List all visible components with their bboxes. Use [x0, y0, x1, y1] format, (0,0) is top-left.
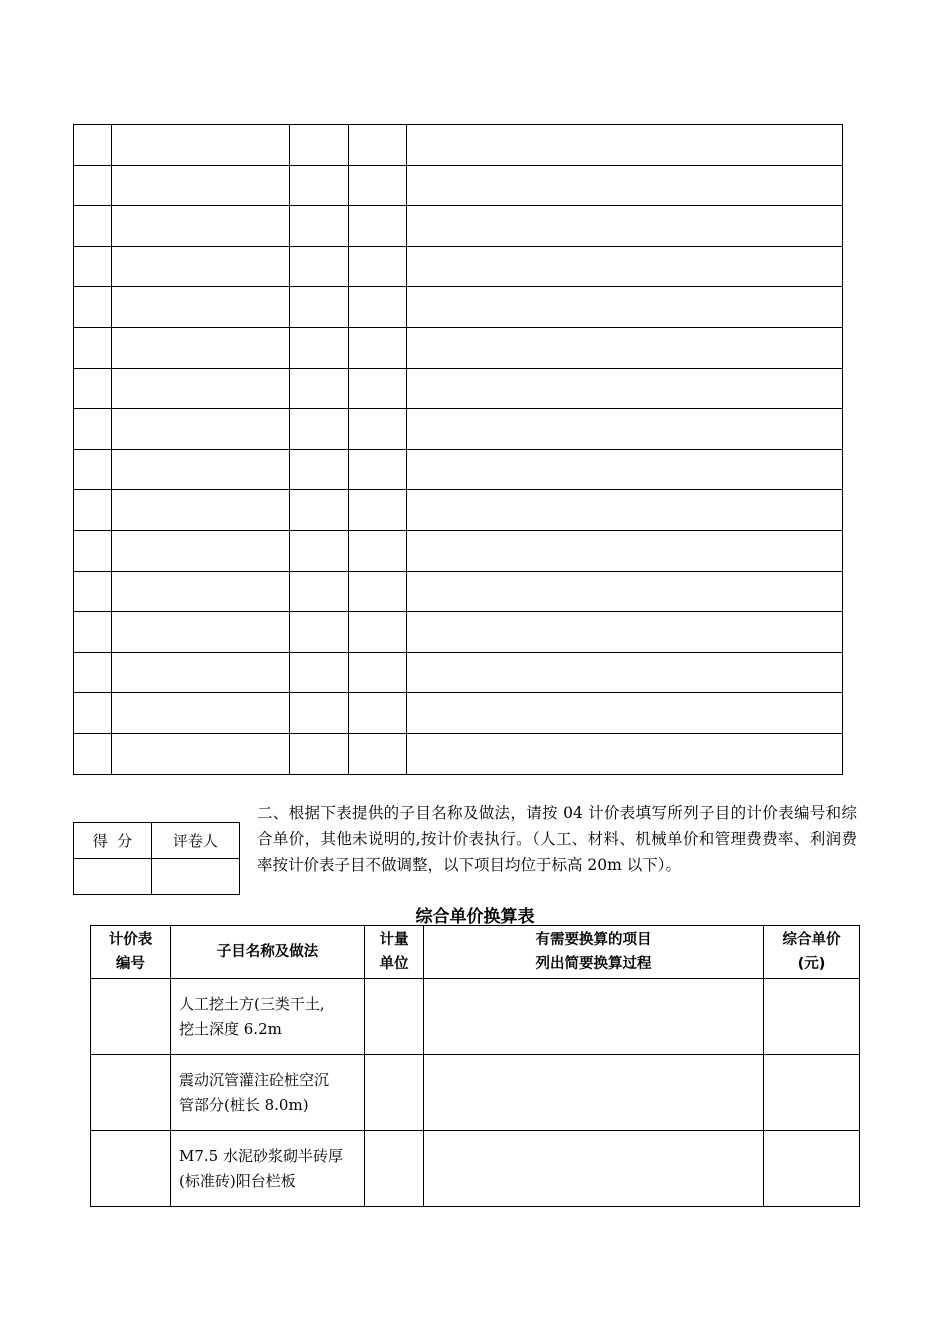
grid-row	[74, 449, 843, 490]
grid-row	[74, 612, 843, 653]
grid-cell[interactable]	[349, 368, 407, 409]
grid-cell[interactable]	[407, 733, 843, 774]
header-price-line1: 综合单价	[782, 932, 841, 948]
grid-cell[interactable]	[290, 733, 349, 774]
grid-cell[interactable]	[407, 490, 843, 531]
grid-row	[74, 733, 843, 774]
answer-grid	[73, 124, 843, 775]
grid-cell[interactable]	[349, 409, 407, 450]
grid-cell[interactable]	[290, 165, 349, 206]
grid-cell[interactable]	[112, 368, 290, 409]
grid-cell[interactable]	[407, 652, 843, 693]
grid-cell[interactable]	[290, 246, 349, 287]
grid-cell[interactable]	[349, 206, 407, 247]
header-unit-line1: 计量	[379, 932, 409, 948]
grid-cell[interactable]	[290, 490, 349, 531]
grid-cell[interactable]	[349, 327, 407, 368]
grid-cell[interactable]	[112, 652, 290, 693]
header-code-line1: 计价表	[108, 932, 153, 948]
grid-cell[interactable]	[74, 125, 112, 166]
grid-cell[interactable]	[407, 287, 843, 328]
header-unit	[365, 926, 424, 979]
grid-cell[interactable]	[290, 287, 349, 328]
grid-cell[interactable]	[290, 327, 349, 368]
item-name-line2: (标准砖)阳台栏板	[179, 1171, 296, 1190]
grid-cell[interactable]	[112, 327, 290, 368]
table-row	[91, 1055, 860, 1131]
score-label: 得 分	[74, 823, 152, 859]
item-name-cell	[171, 1055, 365, 1131]
grid-cell[interactable]	[349, 571, 407, 612]
grid-cell[interactable]	[290, 206, 349, 247]
grid-row	[74, 693, 843, 734]
grid-row	[74, 206, 843, 247]
header-conversion-line1: 有需要换算的项目	[535, 932, 652, 948]
grid-row	[74, 246, 843, 287]
grid-cell[interactable]	[74, 287, 112, 328]
grid-cell[interactable]	[349, 652, 407, 693]
grid-cell[interactable]	[407, 246, 843, 287]
grid-cell[interactable]	[74, 733, 112, 774]
grid-cell[interactable]	[112, 287, 290, 328]
grid-row	[74, 165, 843, 206]
grid-row	[74, 652, 843, 693]
grid-cell[interactable]	[349, 693, 407, 734]
item-name-line1: M7.5 水泥砂浆砌半砖厚	[179, 1146, 343, 1165]
grid-row	[74, 490, 843, 531]
grid-cell[interactable]	[112, 733, 290, 774]
grid-row	[74, 530, 843, 571]
grid-cell[interactable]	[290, 449, 349, 490]
grid-row	[74, 287, 843, 328]
grid-cell[interactable]	[74, 530, 112, 571]
grid-cell[interactable]	[290, 693, 349, 734]
grid-cell[interactable]	[349, 530, 407, 571]
grader-label: 评卷人	[151, 823, 239, 859]
item-name-line2: 挖土深度 6.2m	[179, 1019, 282, 1038]
grid-row	[74, 409, 843, 450]
table-row	[91, 1131, 860, 1207]
table-row	[91, 979, 860, 1055]
grid-cell[interactable]	[349, 125, 407, 166]
score-box	[73, 822, 240, 895]
grid-cell[interactable]	[290, 612, 349, 653]
grid-cell[interactable]	[407, 327, 843, 368]
grid-cell[interactable]	[349, 449, 407, 490]
grid-row	[74, 368, 843, 409]
price-cell[interactable]	[764, 1055, 860, 1131]
grid-cell[interactable]	[74, 327, 112, 368]
unit-cell[interactable]	[365, 979, 424, 1055]
grid-cell[interactable]	[74, 571, 112, 612]
grid-cell[interactable]	[407, 125, 843, 166]
grid-cell[interactable]	[74, 693, 112, 734]
header-name: 子目名称及做法	[171, 926, 365, 979]
unit-cell[interactable]	[365, 1055, 424, 1131]
grid-cell[interactable]	[349, 165, 407, 206]
grid-cell[interactable]	[407, 206, 843, 247]
conversion-cell[interactable]	[424, 1055, 764, 1131]
grid-row	[74, 571, 843, 612]
header-price-line2: (元)	[797, 956, 826, 972]
header-conversion-line2: 列出简要换算过程	[535, 956, 652, 972]
grid-cell[interactable]	[349, 612, 407, 653]
grid-cell[interactable]	[74, 368, 112, 409]
grid-cell[interactable]	[290, 530, 349, 571]
header-code	[91, 926, 171, 979]
price-cell[interactable]	[764, 1131, 860, 1207]
grid-cell[interactable]	[290, 409, 349, 450]
grid-cell[interactable]	[112, 612, 290, 653]
item-name-line2: 管部分(桩长 8.0m)	[179, 1095, 309, 1114]
grid-row	[74, 125, 843, 166]
grid-cell[interactable]	[407, 571, 843, 612]
header-conversion	[424, 926, 764, 979]
grid-cell[interactable]	[112, 490, 290, 531]
grid-cell[interactable]	[112, 530, 290, 571]
grid-cell[interactable]	[349, 246, 407, 287]
grid-cell[interactable]	[290, 368, 349, 409]
grid-cell[interactable]	[112, 165, 290, 206]
grid-cell[interactable]	[407, 409, 843, 450]
grid-cell[interactable]	[290, 571, 349, 612]
question-instruction: 二、根据下表提供的子目名称及做法，请按 04 计价表填写所列子目的计价表编号和综合单价，其他未说明的,按计价表执行。（人工、材料、机械单价和管理费费率、利润费率按计价表子目不做调整，以下项目均位于标高 20m 以下）。	[257, 804, 857, 874]
grid-cell[interactable]	[349, 287, 407, 328]
grid-row	[74, 327, 843, 368]
grid-cell[interactable]	[74, 165, 112, 206]
grid-cell[interactable]	[112, 693, 290, 734]
grid-cell[interactable]	[74, 409, 112, 450]
grid-cell[interactable]	[407, 612, 843, 653]
grid-cell[interactable]	[112, 409, 290, 450]
grid-cell[interactable]	[74, 612, 112, 653]
score-cell[interactable]	[74, 859, 152, 895]
grid-cell[interactable]	[407, 693, 843, 734]
grid-cell[interactable]	[407, 530, 843, 571]
grid-cell[interactable]	[407, 449, 843, 490]
table-title: 综合单价换算表	[415, 907, 535, 927]
grid-cell[interactable]	[112, 206, 290, 247]
grid-cell[interactable]	[112, 449, 290, 490]
grid-cell[interactable]	[290, 125, 349, 166]
price-cell[interactable]	[764, 979, 860, 1055]
code-cell[interactable]	[91, 1131, 171, 1207]
item-name-cell	[171, 1131, 365, 1207]
code-cell[interactable]	[91, 979, 171, 1055]
grid-cell[interactable]	[407, 165, 843, 206]
grid-cell[interactable]	[74, 206, 112, 247]
grid-cell[interactable]	[74, 652, 112, 693]
grid-cell[interactable]	[74, 449, 112, 490]
item-name-cell	[171, 979, 365, 1055]
grid-cell[interactable]	[74, 246, 112, 287]
grid-cell[interactable]	[407, 368, 843, 409]
item-name-line1: 人工挖土方(三类干土,	[179, 994, 325, 1013]
grader-cell[interactable]	[151, 859, 239, 895]
grid-cell[interactable]	[349, 733, 407, 774]
grid-cell[interactable]	[112, 125, 290, 166]
unit-price-conversion-table	[90, 925, 860, 1207]
header-price	[764, 926, 860, 979]
grid-cell[interactable]	[74, 490, 112, 531]
conversion-cell[interactable]	[424, 1131, 764, 1207]
grid-cell[interactable]	[290, 652, 349, 693]
header-code-line2: 编号	[116, 956, 145, 972]
code-cell[interactable]	[91, 1055, 171, 1131]
grid-cell[interactable]	[112, 246, 290, 287]
item-name-line1: 震动沉管灌注砼桩空沉	[179, 1070, 330, 1089]
header-unit-line2: 单位	[379, 956, 409, 972]
grid-cell[interactable]	[349, 490, 407, 531]
conversion-cell[interactable]	[424, 979, 764, 1055]
grid-cell[interactable]	[112, 571, 290, 612]
unit-cell[interactable]	[365, 1131, 424, 1207]
